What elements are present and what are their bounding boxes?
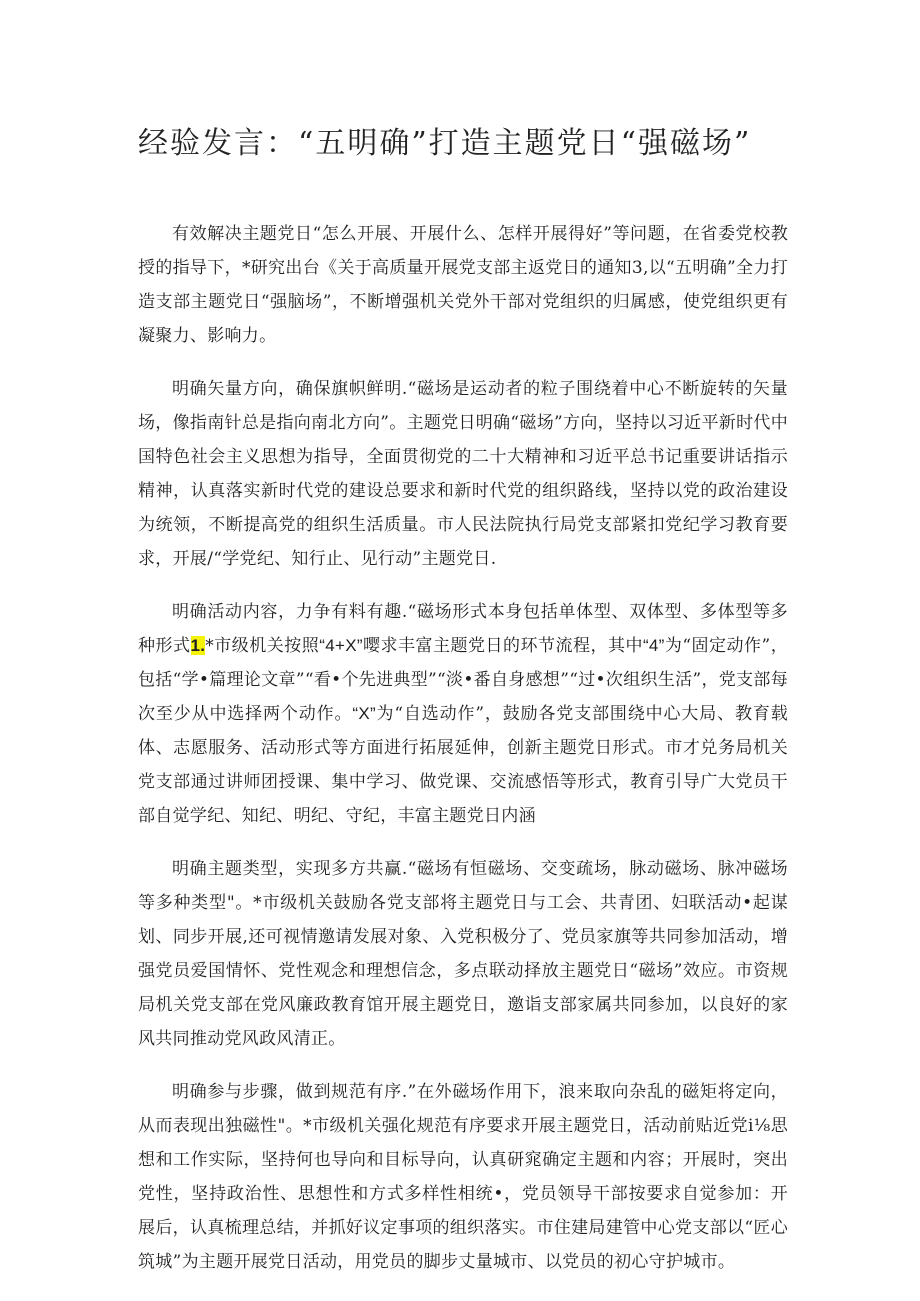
paragraph-text-segment: *市级机关按照	[205, 636, 320, 656]
paragraph-direction: 明确矢量方向，确保旗帜鲜明.“磁场是运动者的粒子围绕着中心不断旋转的矢量场，像指南针总是指向南北方向”。主题党日明确“磁场”方向，坚持以习近平新时代中国特色社会主义思想为指导，全面贯彻党的二十大精神和习近平总书记重要讲话指示精神，认真落实新时代党的建设总要求和新时代党的组织路线，坚持以党的政治建设为统领，不断提高党的组织生活质量。市人民法院执行局党支部紧扣党纪学习教育要求，开展/“学党纪、知行止、见行动”主题党日.	[138, 379, 788, 569]
document-title: 经验发言：“五明确”打造主题党日“强磁场”	[138, 126, 752, 161]
paragraph-steps: 明确参与步骤，做到规范有序.”在外磁场作用下，浪来取向杂乱的磁矩将定向，从而表现出独磁性"。*市级机关强化规范有序要求开展主题党日，活动前贴近党i⅛思想和工作实际，坚持何也导向和目标导向，认真研窕确定主题和内容；开展时，突出党性，坚持政治性、思想性和方式多样性相统•，党员领导干部按要求自觉参加：开展后，认真梳理总结，并抓好议定事项的组织落实。市住建局建管中心党支部以“匠心筑城”为主题开展党日活动，用党员的脚步丈量城市、以党员的初心守护城市。	[138, 1082, 788, 1272]
paragraph-text-segment: 为“固定动作”，包括“学•篇理论文章”“看•个先进典型”“淡•番自身感想”“过•次组织生活”，党支部每次至少从中选择两个动作。	[138, 636, 788, 724]
paragraph-text-segment: 嘤求丰富主题党日的环节流程，其中	[362, 636, 643, 656]
paragraph-intro: 有效解决主题党日“怎么开展、开展什么、怎样开展得好”等问题，在省委党校教授的指导下，*研究出台《关于高质量开展党支部主返党日的通知3,以“五明确”全力打造支部主题党日“强脑场”，不断增强机关党外干部对党组织的归属感，使党组织更有凝聚力、影响力。	[138, 224, 788, 346]
paragraph-text-segment: 为“自选动作”，鼓励各党支部围绕中心大局、教育载体、志愿服务、活动形式等方面进行拓展延伸，创新主题党日形式。市才兑务局机关党支部通过讲师团授课、集中学习、做党课、交流感悟等形式，教育引导广大党员干部自觉学纪、知纪、明纪、守纪，丰富主题党日内涵	[138, 704, 788, 826]
formula-label: “4+X”	[319, 636, 363, 655]
formula-label: “4”	[642, 636, 665, 655]
paragraph-activity-content	[138, 595, 788, 833]
paragraph-text-segment: 明确活动内容，力争有料有趣.“磁场形式本身包括单体型、双体型、多体型等多种形式	[138, 602, 788, 656]
document-body	[138, 217, 788, 1298]
highlighted-marker: 1.	[190, 636, 206, 655]
formula-label: “X”	[352, 704, 376, 723]
paragraph-theme-type: 明确主题类型，实现多方共赢.“磁场有恒磁场、交变疏场，脉动磁场、脉冲磁场等多种类型"。*市级机关鼓励各党支部将主题党日与工会、共青团、妇联活动•起谋划、同步开展,还可视情邀请发展对象、入党积极分了、党员家旗等共同参加活动，增强党员爱国情怀、党性观念和理想信念，多点联动择放主题党日“磁场”效应。市资规局机关党支部在党风廉政教育馆开展主题党日，邀诣支部家属共同参加，以良好的家风共同推动党风政风清正。	[138, 859, 788, 1049]
